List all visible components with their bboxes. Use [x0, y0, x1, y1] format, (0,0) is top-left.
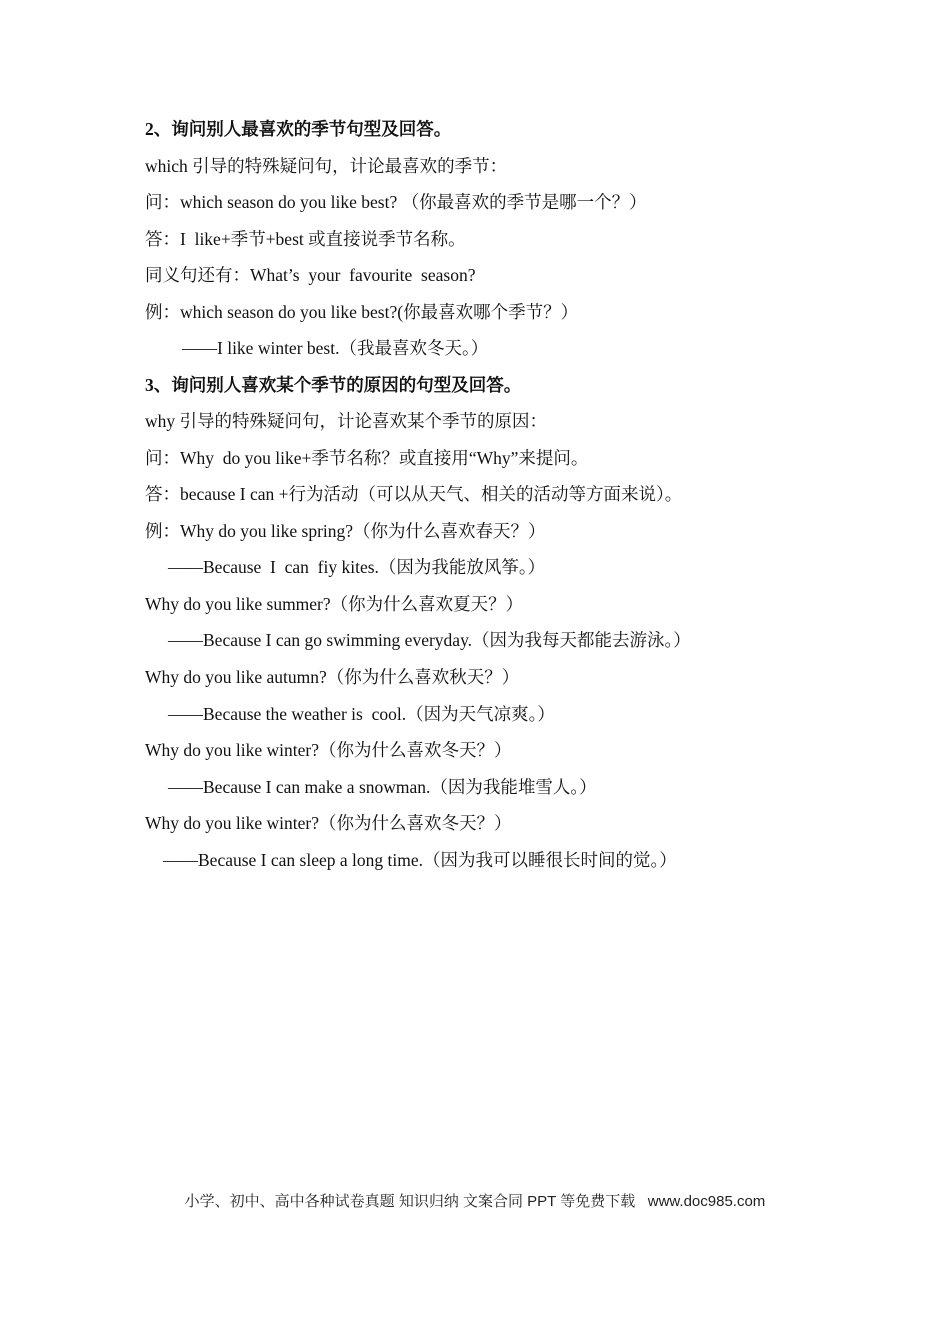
- question-line: 问：Why do you like+季节名称？或直接用“Why”来提问。: [145, 448, 589, 468]
- example-answer-line: ——Because I can make a snowman.（因为我能堆雪人。）: [168, 777, 597, 797]
- example-answer-line: ——Because I can go swimming everyday.（因为我每天都能去游泳。）: [168, 630, 691, 650]
- question-line: 问：which season do you like best? （你最喜欢的季节是哪一个？）: [145, 192, 647, 212]
- example-question-line: Why do you like winter?（你为什么喜欢冬天？）: [145, 740, 512, 760]
- example-line: 例：Why do you like spring?（你为什么喜欢春天？）: [145, 521, 546, 541]
- example-answer-line: ——I like winter best.（我最喜欢冬天。）: [182, 338, 489, 358]
- answer-line: 答：I like+季节+best 或直接说季节名称。: [145, 229, 466, 249]
- example-question-line: Why do you like autumn?（你为什么喜欢秋天？）: [145, 667, 520, 687]
- synonym-line: 同义句还有：What’s your favourite season?: [145, 265, 476, 285]
- example-answer-line: ——Because I can fiy kites.（因为我能放风筝。）: [168, 557, 546, 577]
- example-answer-line: ——Because the weather is cool.（因为天气凉爽。）: [168, 704, 555, 724]
- section-2-heading: 2、询问别人最喜欢的季节句型及回答。: [145, 119, 452, 139]
- answer-line: 答：because I can +行为活动（可以从天气、相关的活动等方面来说）。: [145, 484, 683, 504]
- example-question-line: Why do you like winter?（你为什么喜欢冬天？）: [145, 813, 512, 833]
- page-footer: 小学、初中、高中各种试卷真题 知识归纳 文案合同 PPT 等免费下载 www.doc985.com: [184, 1193, 766, 1210]
- text-line: why 引导的特殊疑问句，计论喜欢某个季节的原因：: [145, 411, 548, 431]
- section-3-heading: 3、询问别人喜欢某个季节的原因的句型及回答。: [145, 375, 522, 395]
- example-question-line: Why do you like summer?（你为什么喜欢夏天？）: [145, 594, 524, 614]
- example-line: 例：which season do you like best?(你最喜欢哪个季节？）: [145, 302, 579, 322]
- example-answer-line: ——Because I can sleep a long time.（因为我可以睡很长时间的觉。）: [163, 850, 677, 870]
- text-line: which 引导的特殊疑问句，计论最喜欢的季节：: [145, 156, 508, 176]
